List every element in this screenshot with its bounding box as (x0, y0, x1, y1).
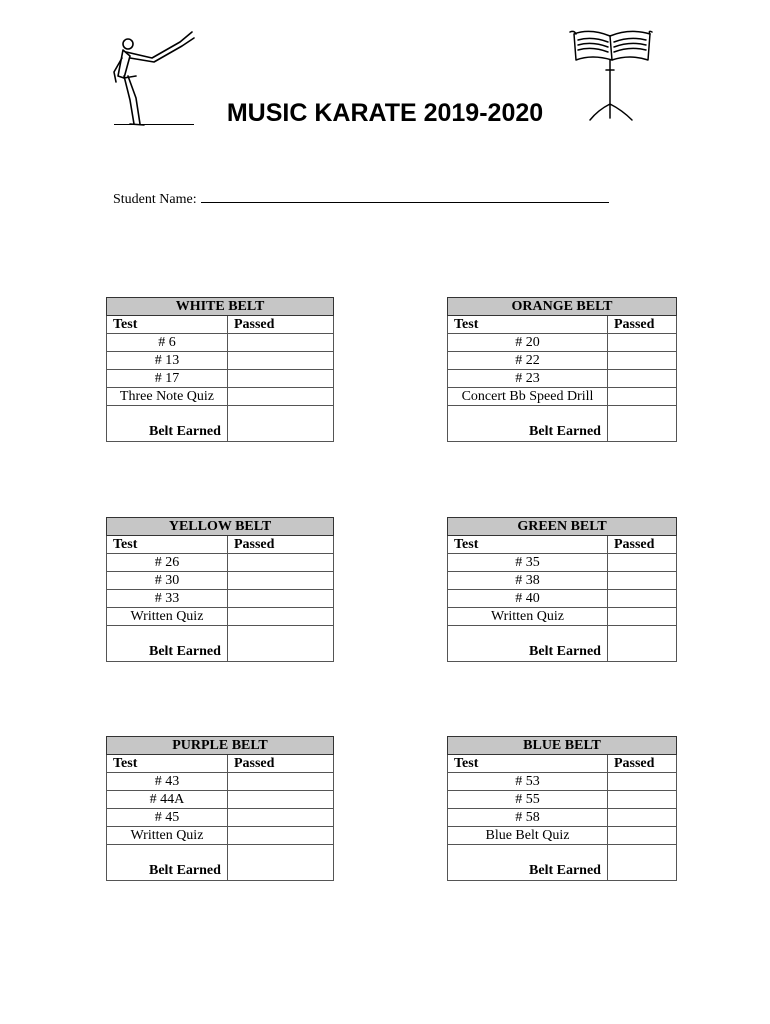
test-name: # 6 (107, 334, 228, 352)
passed-cell[interactable] (607, 352, 676, 370)
passed-cell[interactable] (607, 773, 676, 791)
test-name: Concert Bb Speed Drill (448, 388, 608, 406)
passed-cell[interactable] (607, 809, 676, 827)
white-belt-table (106, 297, 334, 442)
table-row (107, 791, 334, 809)
table-row (107, 370, 334, 388)
table-row (448, 809, 677, 827)
test-name: # 58 (448, 809, 608, 827)
table-row (448, 352, 677, 370)
passed-cell[interactable] (227, 590, 333, 608)
test-name: # 38 (448, 572, 608, 590)
belt-earned-label: Belt Earned (107, 626, 228, 662)
passed-cell[interactable] (607, 334, 676, 352)
yellow-belt-table (106, 517, 334, 662)
blue-belt-table (447, 736, 677, 881)
passed-cell[interactable] (227, 827, 333, 845)
passed-column-header: Passed (227, 536, 333, 554)
belt-name: BLUE BELT (448, 737, 677, 755)
table-row (448, 773, 677, 791)
belt-earned-cell[interactable] (607, 626, 676, 662)
test-column-header: Test (107, 536, 228, 554)
signature-line (114, 124, 194, 125)
test-name: # 17 (107, 370, 228, 388)
test-name: # 20 (448, 334, 608, 352)
table-row (448, 554, 677, 572)
passed-cell[interactable] (227, 791, 333, 809)
belt-earned-label: Belt Earned (448, 845, 608, 881)
green-belt-table (447, 517, 677, 662)
test-name: Written Quiz (107, 827, 228, 845)
test-name: # 55 (448, 791, 608, 809)
belt-earned-label: Belt Earned (107, 845, 228, 881)
test-column-header: Test (448, 316, 608, 334)
passed-cell[interactable] (607, 370, 676, 388)
passed-cell[interactable] (607, 388, 676, 406)
table-row (448, 572, 677, 590)
belt-earned-label: Belt Earned (107, 406, 228, 442)
belt-earned-label: Belt Earned (448, 626, 608, 662)
student-name-label: Student Name: (113, 192, 197, 207)
test-name: # 13 (107, 352, 228, 370)
test-column-header: Test (107, 755, 228, 773)
table-row (107, 827, 334, 845)
passed-cell[interactable] (607, 827, 676, 845)
table-row (448, 827, 677, 845)
passed-cell[interactable] (607, 590, 676, 608)
purple-belt-table (106, 736, 334, 881)
test-name: Written Quiz (448, 608, 608, 626)
passed-cell[interactable] (227, 388, 333, 406)
passed-cell[interactable] (607, 791, 676, 809)
table-row (448, 370, 677, 388)
test-column-header: Test (448, 755, 608, 773)
belt-earned-cell[interactable] (607, 845, 676, 881)
test-name: Blue Belt Quiz (448, 827, 608, 845)
karate-kicker-icon (108, 28, 198, 128)
belt-name: GREEN BELT (448, 518, 677, 536)
belt-name: YELLOW BELT (107, 518, 334, 536)
test-column-header: Test (107, 316, 228, 334)
belt-earned-cell[interactable] (227, 406, 333, 442)
table-row (107, 572, 334, 590)
table-row (448, 388, 677, 406)
passed-cell[interactable] (607, 572, 676, 590)
passed-cell[interactable] (227, 370, 333, 388)
belt-earned-label: Belt Earned (448, 406, 608, 442)
table-row (107, 608, 334, 626)
passed-column-header: Passed (227, 755, 333, 773)
test-name: # 23 (448, 370, 608, 388)
passed-column-header: Passed (607, 316, 676, 334)
passed-cell[interactable] (227, 334, 333, 352)
test-name: # 40 (448, 590, 608, 608)
passed-cell[interactable] (227, 572, 333, 590)
table-row (448, 608, 677, 626)
passed-cell[interactable] (227, 608, 333, 626)
passed-cell[interactable] (227, 554, 333, 572)
student-name-field[interactable] (113, 191, 609, 208)
test-name: # 35 (448, 554, 608, 572)
page-title: MUSIC KARATE 2019-2020 (226, 99, 544, 127)
test-name: # 53 (448, 773, 608, 791)
table-row (107, 334, 334, 352)
passed-cell[interactable] (607, 554, 676, 572)
belt-name: ORANGE BELT (448, 298, 677, 316)
passed-cell[interactable] (227, 809, 333, 827)
test-name: Written Quiz (107, 608, 228, 626)
passed-cell[interactable] (607, 608, 676, 626)
test-name: # 45 (107, 809, 228, 827)
passed-cell[interactable] (227, 352, 333, 370)
table-row (107, 388, 334, 406)
passed-column-header: Passed (607, 755, 676, 773)
test-name: Three Note Quiz (107, 388, 228, 406)
orange-belt-table (447, 297, 677, 442)
passed-column-header: Passed (227, 316, 333, 334)
belt-name: WHITE BELT (107, 298, 334, 316)
table-row (107, 590, 334, 608)
table-row (107, 809, 334, 827)
table-row (107, 352, 334, 370)
table-row (107, 554, 334, 572)
table-row (107, 773, 334, 791)
music-stand-icon (568, 26, 654, 126)
test-name: # 43 (107, 773, 228, 791)
test-name: # 26 (107, 554, 228, 572)
table-row (448, 590, 677, 608)
test-name: # 33 (107, 590, 228, 608)
belt-name: PURPLE BELT (107, 737, 334, 755)
test-name: # 22 (448, 352, 608, 370)
belt-earned-cell[interactable] (607, 406, 676, 442)
test-column-header: Test (448, 536, 608, 554)
test-name: # 30 (107, 572, 228, 590)
belt-earned-cell[interactable] (227, 845, 333, 881)
passed-column-header: Passed (607, 536, 676, 554)
table-row (448, 334, 677, 352)
table-row (448, 791, 677, 809)
student-name-blank[interactable] (201, 191, 609, 203)
belt-earned-cell[interactable] (227, 626, 333, 662)
test-name: # 44A (107, 791, 228, 809)
passed-cell[interactable] (227, 773, 333, 791)
